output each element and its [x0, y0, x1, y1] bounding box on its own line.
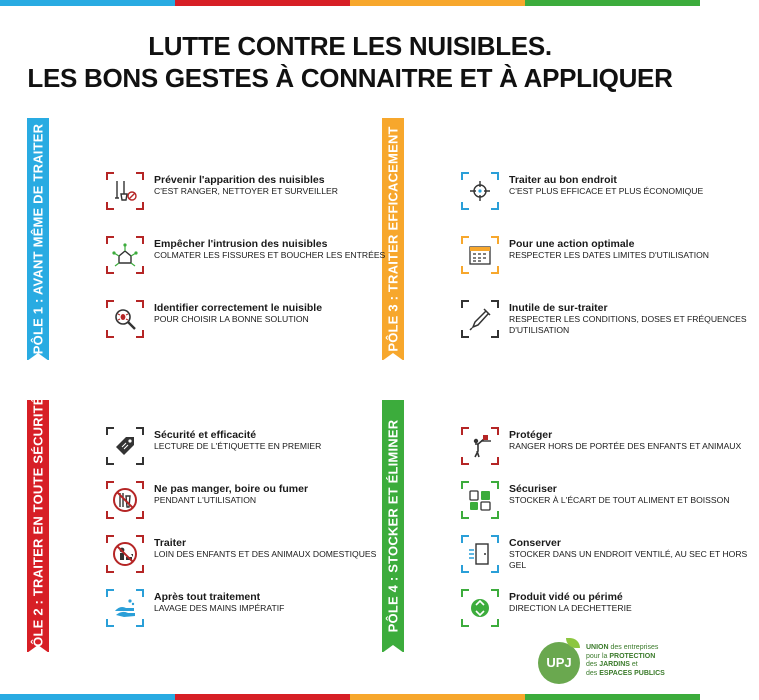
- pole-4-item-2: [461, 481, 741, 523]
- item-desc: RESPECTER LES DATES LIMITES D'UTILISATION: [509, 250, 709, 260]
- pole-2-item-1: [106, 427, 386, 469]
- cleaning-tools-icon: [106, 172, 144, 210]
- item-desc: DIRECTION LA DECHETTERIE: [509, 603, 632, 613]
- item-desc: C'EST RANGER, NETTOYER ET SURVEILLER: [154, 186, 338, 196]
- item-desc: LECTURE DE L'ÉTIQUETTE EN PREMIER: [154, 441, 322, 451]
- pole-2-item-3: [106, 535, 386, 577]
- item-title: Inutile de sur-traiter: [509, 302, 608, 314]
- item-title: Prévenir l'apparition des nuisibles: [154, 174, 325, 186]
- page-title: [0, 30, 700, 94]
- item-desc: C'EST PLUS EFFICACE ET PLUS ÉCONOMIQUE: [509, 186, 704, 196]
- upj-logo-text: UNION des entreprises pour la PROTECTION des JARDINS et des ESPACES PUBLICS: [586, 644, 665, 677]
- item-title: Empêcher l'intrusion des nuisibles: [154, 238, 328, 250]
- item-title: Pour une action optimale: [509, 238, 635, 250]
- pole-1-band: [27, 118, 49, 360]
- item-title: Sécuriser: [509, 483, 557, 495]
- item-title: Conserver: [509, 537, 561, 549]
- item-desc: LAVAGE DES MAINS IMPÉRATIF: [154, 603, 285, 613]
- item-desc: STOCKER DANS UN ENDROIT VENTILÉ, AU SEC ET HORS GEL: [509, 549, 748, 570]
- target-icon: [461, 172, 499, 210]
- item-desc: COLMATER LES FISSURES ET BOUCHER LES ENTRÉES: [154, 250, 386, 260]
- bottom-color-stripe: [0, 694, 700, 700]
- item-desc: POUR CHOISIR LA BONNE SOLUTION: [154, 314, 309, 324]
- pole-2-item-2: [106, 481, 386, 523]
- pole-1-label: PÔLE 1 : AVANT MÊME DE TRAITER: [30, 123, 46, 355]
- item-desc: RANGER HORS DE PORTÉE DES ENFANTS ET ANIMAUX: [509, 441, 742, 451]
- pole-3-item-3: [461, 300, 747, 342]
- high-shelf-icon: [461, 427, 499, 465]
- item-desc: PENDANT L'UTILISATION: [154, 495, 257, 505]
- ventilated-door-icon: [461, 535, 499, 573]
- pole-3-label: PÔLE 3 : TRAITER EFFICACEMENT: [385, 126, 401, 352]
- hand-washing-icon: [106, 589, 144, 627]
- item-title: Protéger: [509, 429, 553, 441]
- item-title: Sécurité et efficacité: [154, 429, 257, 441]
- item-title: Ne pas manger, boire ou fumer: [154, 483, 309, 495]
- label-tag-icon: [106, 427, 144, 465]
- pole-4-label: PÔLE 4 : STOCKER ET ÉLIMINER: [385, 419, 401, 633]
- storage-jars-icon: [461, 481, 499, 519]
- pole-1-item-2: [106, 236, 386, 278]
- title-line-1: LUTTE CONTRE LES NUISIBLES.: [148, 31, 552, 61]
- no-eating-icon: [106, 481, 144, 519]
- pole-4-item-3: [461, 535, 748, 577]
- upj-logo-mark: UPJ: [538, 642, 580, 684]
- item-title: Après tout traitement: [154, 591, 261, 603]
- item-desc: LOIN DES ENFANTS ET DES ANIMAUX DOMESTIQUES: [154, 549, 377, 559]
- house-network-icon: [106, 236, 144, 274]
- pole-3-item-2: [461, 236, 741, 278]
- no-children-pets-icon: [106, 535, 144, 573]
- top-color-stripe: [0, 0, 700, 6]
- pole-2-band: [27, 396, 49, 656]
- title-line-2: LES BONS GESTES À CONNAITRE ET À APPLIQUER: [27, 63, 673, 93]
- pole-3-item-1: [461, 172, 741, 214]
- item-desc: STOCKER À L'ÉCART DE TOUT ALIMENT ET BOISSON: [509, 495, 730, 505]
- item-title: Produit vidé ou périmé: [509, 591, 623, 603]
- pole-1-item-3: [106, 300, 386, 342]
- dropper-icon: [461, 300, 499, 338]
- item-title: Traiter: [154, 537, 187, 549]
- magnifier-bug-icon: [106, 300, 144, 338]
- pole-4-item-4: [461, 589, 741, 631]
- item-title: Identifier correctement le nuisible: [154, 302, 323, 314]
- upj-logo: [538, 638, 688, 688]
- pole-2-item-4: [106, 589, 386, 631]
- recycling-icon: [461, 589, 499, 627]
- pole-2-label: PÔLE 2 : TRAITER EN TOUTE SÉCURITÉ: [30, 396, 46, 656]
- item-desc: RESPECTER LES CONDITIONS, DOSES ET FRÉQUENCES D'UTILISATION: [509, 314, 747, 335]
- pole-1-item-1: [106, 172, 386, 214]
- calendar-icon: [461, 236, 499, 274]
- pole-4-item-1: [461, 427, 741, 469]
- item-title: Traiter au bon endroit: [509, 174, 617, 186]
